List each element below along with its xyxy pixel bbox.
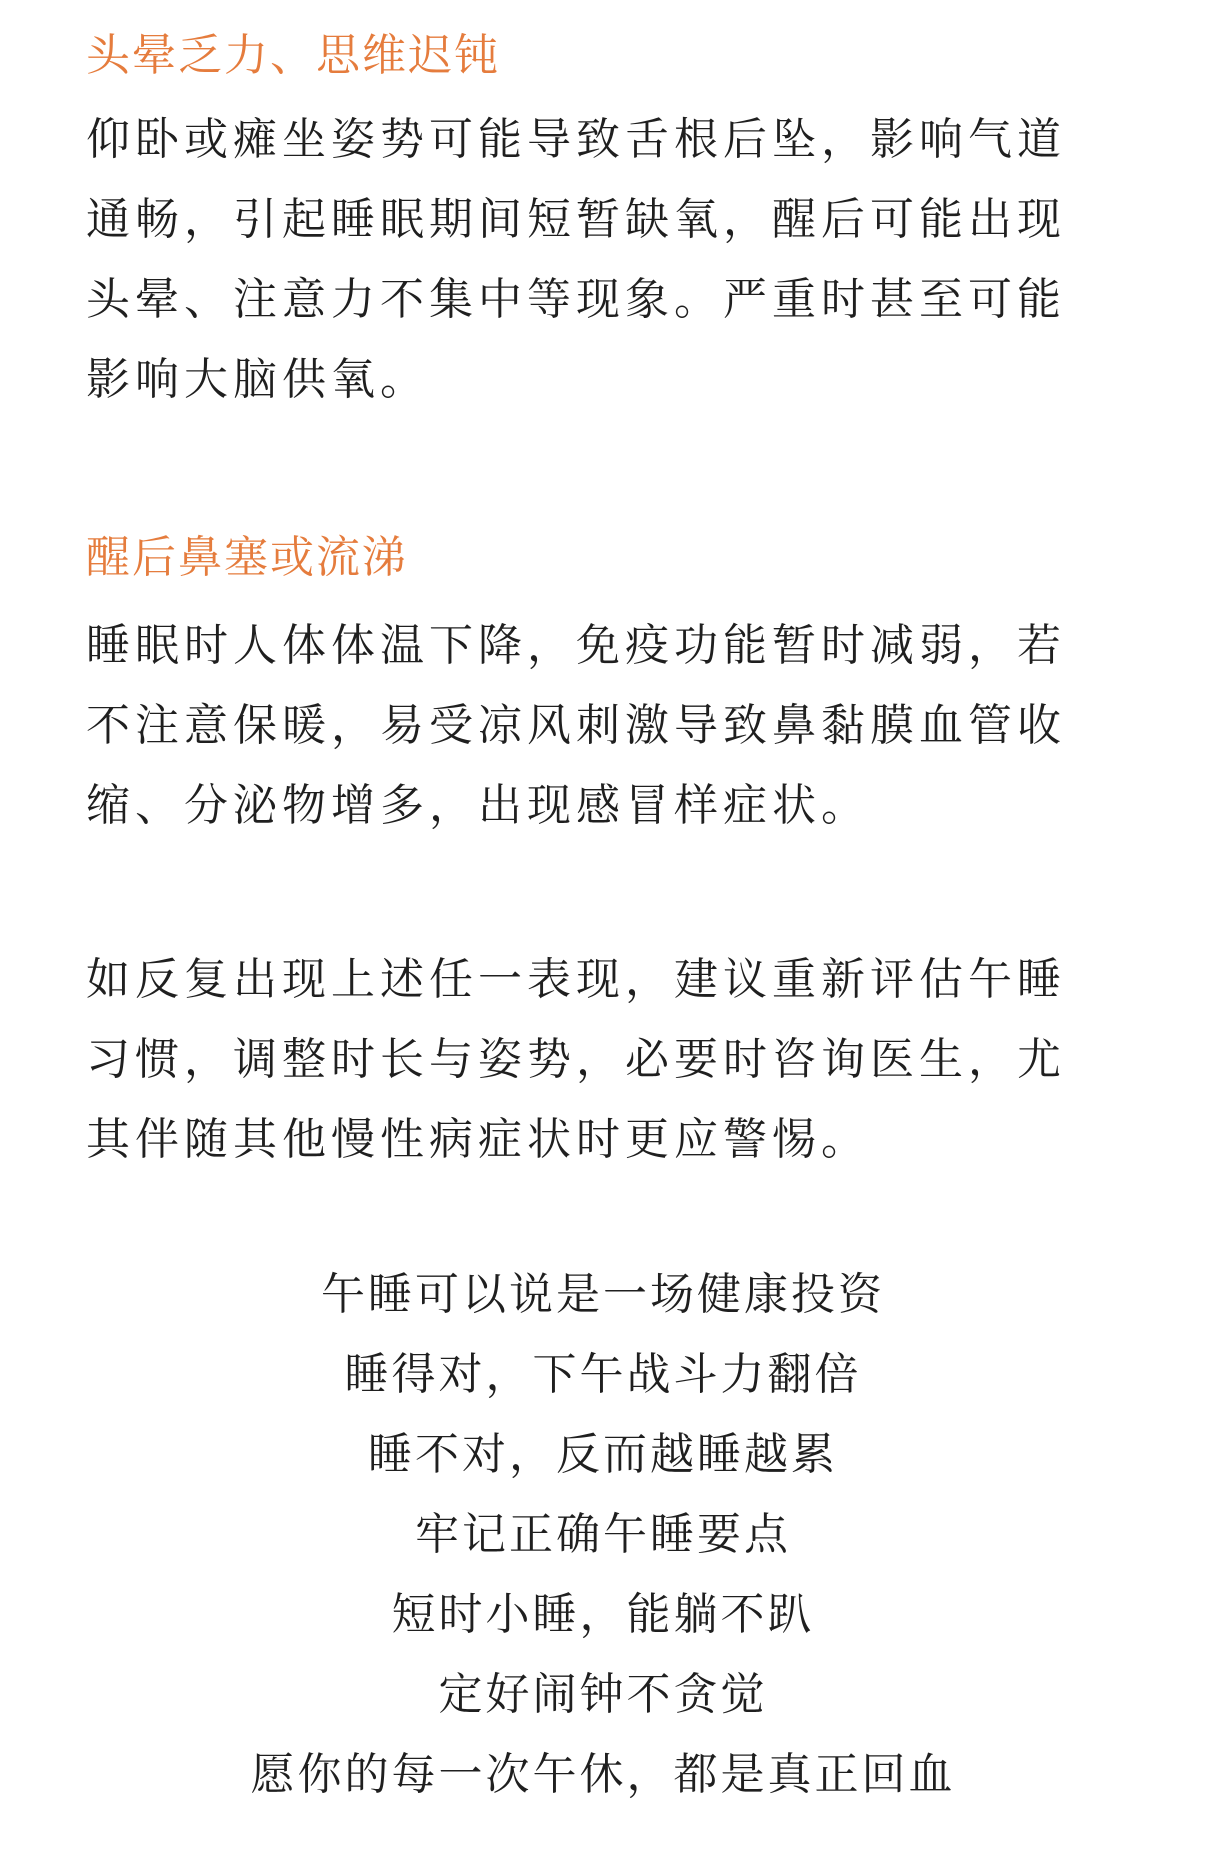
closing-verse: [0, 1255, 1206, 1815]
paragraph-nasal: [86, 606, 1126, 846]
paragraph-line: 不注意保暖，易受凉风刺激导致鼻黏膜血管收: [86, 700, 1066, 751]
closing-line: 短时小睡，能躺不趴: [391, 1589, 815, 1640]
paragraph-line: 其伴随其他慢性病症状时更应警惕。: [86, 1114, 870, 1165]
paragraph-advice: [86, 940, 1126, 1180]
closing-line: 午睡可以说是一场健康投资: [321, 1269, 885, 1320]
paragraph-line: 仰卧或瘫坐姿势可能导致舌根后坠，影响气道: [86, 114, 1066, 165]
paragraph-line: 缩、分泌物增多，出现感冒样症状。: [86, 780, 870, 831]
paragraph-line: 头晕、注意力不集中等现象。严重时甚至可能: [86, 274, 1066, 325]
closing-line: 定好闹钟不贪觉: [438, 1669, 768, 1720]
paragraph-line: 通畅，引起睡眠期间短暂缺氧，醒后可能出现: [86, 194, 1066, 245]
closing-line: 愿你的每一次午休，都是真正回血: [250, 1749, 956, 1800]
paragraph-line: 习惯，调整时长与姿势，必要时咨询医生，尤: [86, 1034, 1066, 1085]
closing-line: 牢记正确午睡要点: [415, 1509, 791, 1560]
paragraph-line: 影响大脑供氧。: [86, 354, 429, 405]
section-heading-dizziness: 头晕乏力、思维迟钝: [86, 30, 500, 81]
paragraph-dizziness: [86, 100, 1126, 420]
closing-line: 睡得对，下午战斗力翻倍: [344, 1349, 862, 1400]
paragraph-line: 如反复出现上述任一表现，建议重新评估午睡: [86, 954, 1066, 1005]
closing-line: 睡不对，反而越睡越累: [368, 1429, 838, 1480]
section-heading-nasal: 醒后鼻塞或流涕: [86, 532, 408, 583]
paragraph-line: 睡眠时人体体温下降，免疫功能暂时减弱，若: [86, 620, 1066, 671]
